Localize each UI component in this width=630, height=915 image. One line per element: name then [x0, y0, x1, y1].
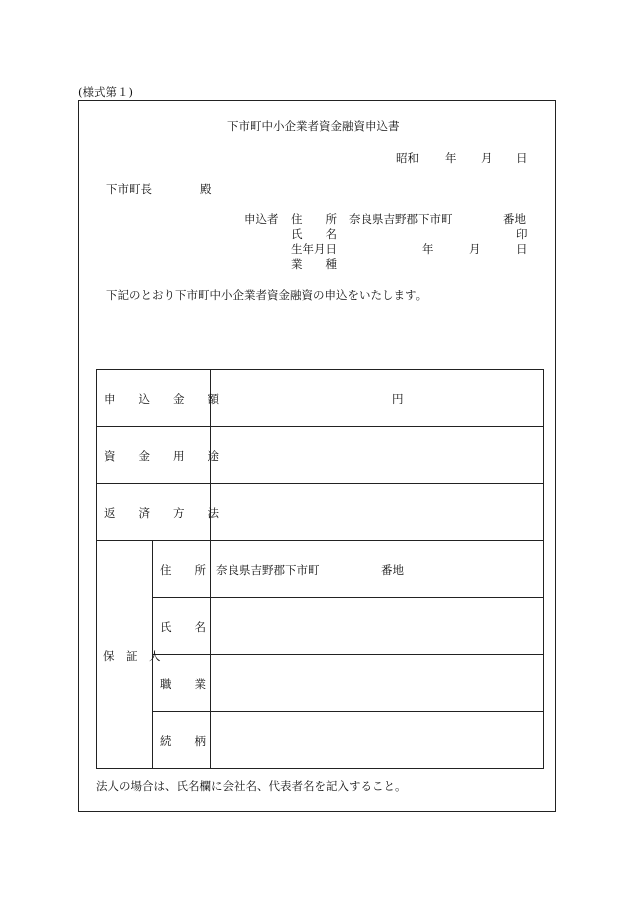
applicant-address-value: 奈良県吉野郡下市町 — [349, 212, 453, 226]
applicant-name-label: 氏 名 — [291, 227, 337, 241]
applicant-birth-day: 日 — [516, 242, 528, 256]
date-day: 日 — [516, 151, 528, 165]
guarantor-label: 保 証 人 — [103, 649, 161, 663]
table-border-top — [96, 369, 544, 370]
form-title: 下市町中小企業者資金融資申込書 — [227, 119, 400, 133]
applicant-address-suffix: 番地 — [503, 212, 526, 226]
applicant-birth-month: 月 — [469, 242, 481, 256]
guarantor-job-label: 職 業 — [160, 677, 206, 691]
applicant-seal: 印 — [516, 227, 528, 241]
date-era: 昭和 — [396, 151, 419, 165]
table-rule — [96, 540, 544, 541]
date-month: 月 — [481, 151, 493, 165]
applicant-business-label: 業 種 — [291, 257, 337, 271]
amount-unit: 円 — [392, 392, 404, 406]
addressee-honorific: 殿 — [200, 182, 212, 196]
guarantor-address-label: 住 所 — [160, 563, 206, 577]
date-year: 年 — [445, 151, 457, 165]
form-note: 法人の場合は、氏名欄に会社名、代表者名を記入すること。 — [96, 779, 407, 793]
guarantor-name-label: 氏 名 — [160, 620, 206, 634]
amount-label: 申 込 金 額 — [104, 392, 219, 406]
table-rule — [96, 483, 544, 484]
applicant-label: 申込者 — [244, 212, 279, 226]
table-border-bottom — [96, 768, 544, 769]
repayment-label: 返 済 方 法 — [104, 506, 219, 520]
applicant-address-label: 住 所 — [291, 212, 337, 226]
application-statement: 下記のとおり下市町中小企業者資金融資の申込をいたします。 — [106, 288, 428, 302]
table-border-left — [96, 369, 97, 769]
guarantor-address-value: 奈良県吉野郡下市町 — [216, 563, 320, 577]
applicant-birth-year: 年 — [422, 242, 434, 256]
guarantor-relation-label: 続 柄 — [160, 734, 206, 748]
purpose-label: 資 金 用 途 — [104, 449, 219, 463]
guarantor-address-suffix: 番地 — [381, 563, 404, 577]
applicant-birth-label: 生年月日 — [291, 242, 337, 256]
form-number: (様式第１) — [78, 85, 133, 99]
table-column-divider — [210, 369, 211, 769]
addressee-name: 下市町長 — [106, 182, 152, 196]
table-rule — [96, 426, 544, 427]
table-border-right — [543, 369, 544, 769]
